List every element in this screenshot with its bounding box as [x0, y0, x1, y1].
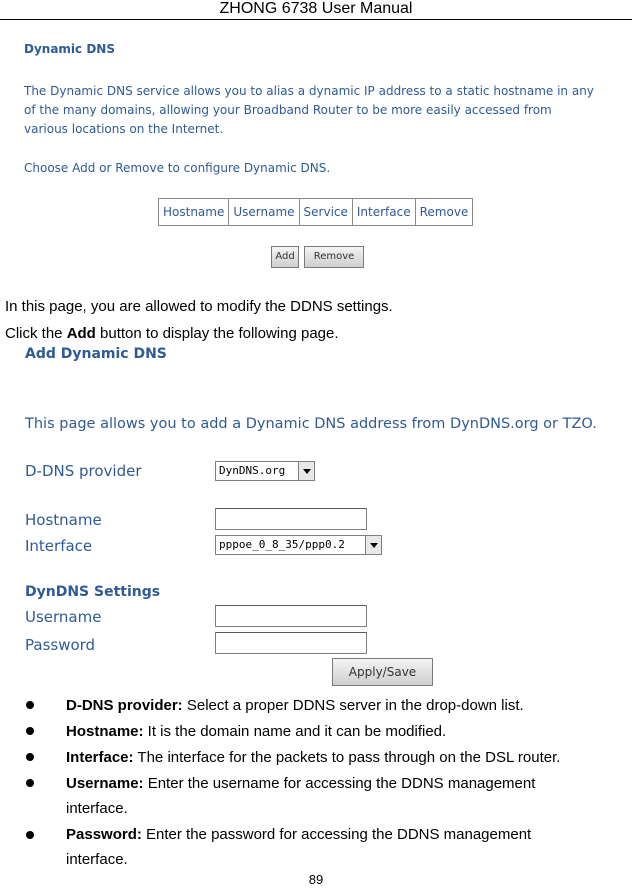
hostname-label: Hostname [25, 511, 102, 529]
body-text-pre: Click the [5, 325, 67, 342]
bullet-continuation: interface. [66, 851, 128, 868]
ddns-table [158, 198, 473, 226]
bullet-term: Username: [66, 775, 144, 792]
bullet-icon [26, 701, 34, 709]
list-item [66, 822, 626, 872]
col-username: Username [229, 199, 299, 226]
list-item [66, 719, 626, 744]
password-label: Password [25, 636, 96, 654]
list-item [66, 745, 626, 770]
provider-label: D-DNS provider [25, 462, 142, 480]
chevron-down-icon [365, 536, 381, 554]
col-interface: Interface [352, 199, 415, 226]
bullet-icon [26, 753, 34, 761]
add-ddns-desc: This page allows you to add a Dynamic DNS address from DynDNS.org or TZO. [25, 416, 597, 432]
username-label: Username [25, 608, 102, 626]
bullet-term: D-DNS provider: [66, 697, 183, 714]
interface-select[interactable] [215, 535, 382, 555]
table-header-row [159, 199, 473, 226]
bullet-term: Interface: [66, 749, 134, 766]
bullet-text: Select a proper DDNS server in the drop-down list. [182, 697, 524, 714]
chevron-down-icon [298, 462, 314, 480]
bullet-term: Hostname: [66, 723, 144, 740]
page-header: ZHONG 6738 User Manual [0, 0, 632, 20]
body-text-line1: In this page, you are allowed to modify the DDNS settings. [5, 298, 393, 315]
apply-save-button[interactable]: Apply/Save [332, 658, 433, 686]
provider-select[interactable] [215, 461, 315, 481]
provider-select-value: DynDNS.org [219, 464, 286, 477]
col-remove: Remove [415, 199, 473, 226]
password-input[interactable] [215, 632, 367, 654]
body-text-post: button to display the following page. [95, 325, 339, 342]
bullet-icon [26, 831, 34, 839]
ddns-desc-line1: The Dynamic DNS service allows you to alias a dynamic IP address to a static hostname in any [24, 84, 594, 98]
ddns-desc-line3: various locations on the Internet. [24, 122, 224, 136]
interface-label: Interface [25, 537, 93, 555]
dyndns-settings-heading: DynDNS Settings [25, 584, 161, 600]
list-item [66, 693, 626, 718]
add-ddns-heading: Add Dynamic DNS [25, 346, 167, 362]
hostname-input[interactable] [215, 508, 367, 530]
body-text-line2 [5, 324, 339, 344]
bullet-text: The interface for the packets to pass through on the DSL router. [133, 749, 561, 766]
ddns-instruction: Choose Add or Remove to configure Dynamic DNS. [24, 161, 331, 175]
body-text-add-bold: Add [66, 325, 96, 342]
bullet-icon [26, 727, 34, 735]
username-input[interactable] [215, 605, 367, 627]
bullet-text: It is the domain name and it can be modified. [143, 723, 447, 740]
interface-select-value: pppoe_0_8_35/ppp0.2 [219, 538, 345, 551]
col-hostname: Hostname [159, 199, 229, 226]
bullet-text: Enter the username for accessing the DDNS management [143, 775, 536, 792]
list-item [66, 771, 626, 821]
ddns-heading: Dynamic DNS [24, 42, 115, 56]
col-service: Service [299, 199, 352, 226]
add-button[interactable]: Add [271, 246, 299, 268]
remove-button[interactable]: Remove [304, 246, 364, 268]
bullet-text: Enter the password for accessing the DDNS management [141, 826, 532, 843]
bullet-continuation: interface. [66, 800, 128, 817]
bullet-term: Password: [66, 826, 142, 843]
ddns-desc-line2: of the many domains, allowing your Broadband Router to be more easily accessed from [24, 103, 552, 117]
bullet-icon [26, 779, 34, 787]
page-number: 89 [308, 872, 324, 887]
